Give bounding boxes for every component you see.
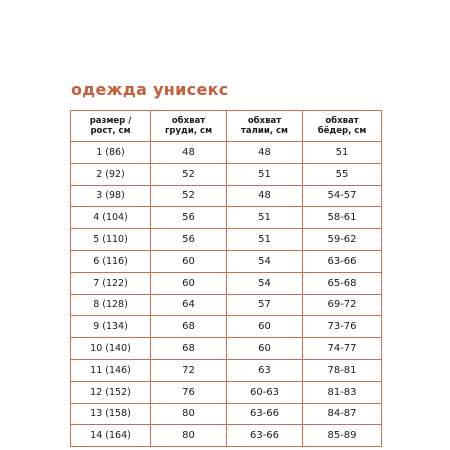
cell-size-height: 12 (152): [71, 381, 151, 403]
header-chest: [151, 111, 227, 142]
header-line: обхват: [171, 116, 206, 126]
cell-waist: 63: [227, 359, 303, 381]
header-line: талии, см: [241, 126, 288, 136]
table-body: [71, 142, 382, 447]
cell-size-height: 13 (158): [71, 403, 151, 425]
table-row: [71, 359, 382, 381]
cell-waist: 51: [227, 229, 303, 251]
table-row: [71, 272, 382, 294]
table-row: [71, 294, 382, 316]
table-row: [71, 338, 382, 360]
table-row: [71, 250, 382, 272]
cell-hips: 84-87: [303, 403, 382, 425]
cell-waist: 60: [227, 316, 303, 338]
cell-size-height: 9 (134): [71, 316, 151, 338]
cell-waist: 63-66: [227, 425, 303, 447]
header-hips: [303, 111, 382, 142]
cell-waist: 57: [227, 294, 303, 316]
header-waist: [227, 111, 303, 142]
header-size-height: [71, 111, 151, 142]
header-line: бёдер, см: [317, 126, 367, 136]
cell-chest: 56: [151, 229, 227, 251]
page-title: одежда унисекс: [71, 80, 229, 99]
header-line: груди, см: [164, 126, 213, 136]
cell-chest: 56: [151, 207, 227, 229]
cell-hips: 55: [303, 163, 382, 185]
cell-waist: 54: [227, 250, 303, 272]
cell-chest: 64: [151, 294, 227, 316]
cell-hips: 65-68: [303, 272, 382, 294]
cell-size-height: 4 (104): [71, 207, 151, 229]
table-row: [71, 142, 382, 164]
header-line: обхват: [325, 116, 359, 126]
cell-chest: 48: [151, 142, 227, 164]
table-row: [71, 163, 382, 185]
cell-hips: 81-83: [303, 381, 382, 403]
cell-hips: 74-77: [303, 338, 382, 360]
cell-hips: 73-76: [303, 316, 382, 338]
cell-chest: 72: [151, 359, 227, 381]
cell-chest: 60: [151, 250, 227, 272]
cell-waist: 51: [227, 207, 303, 229]
cell-hips: 69-72: [303, 294, 382, 316]
cell-size-height: 8 (128): [71, 294, 151, 316]
cell-waist: 60: [227, 338, 303, 360]
header-line: обхват: [247, 116, 282, 126]
header-line: рост, см: [90, 126, 131, 136]
cell-waist: 54: [227, 272, 303, 294]
cell-hips: 54-57: [303, 185, 382, 207]
cell-chest: 60: [151, 272, 227, 294]
cell-waist: 60-63: [227, 381, 303, 403]
table-row: [71, 185, 382, 207]
cell-size-height: 6 (116): [71, 250, 151, 272]
cell-chest: 52: [151, 185, 227, 207]
cell-chest: 80: [151, 425, 227, 447]
cell-size-height: 11 (146): [71, 359, 151, 381]
table-row: [71, 316, 382, 338]
cell-waist: 63-66: [227, 403, 303, 425]
cell-size-height: 5 (110): [71, 229, 151, 251]
size-chart-table: [70, 110, 382, 447]
cell-chest: 80: [151, 403, 227, 425]
table-header-row: [71, 111, 382, 142]
cell-waist: 48: [227, 185, 303, 207]
cell-size-height: 10 (140): [71, 338, 151, 360]
table-row: [71, 381, 382, 403]
cell-size-height: 2 (92): [71, 163, 151, 185]
cell-size-height: 14 (164): [71, 425, 151, 447]
cell-size-height: 7 (122): [71, 272, 151, 294]
table-row: [71, 425, 382, 447]
header-line: размер /: [89, 116, 132, 126]
cell-hips: 51: [303, 142, 382, 164]
table-row: [71, 403, 382, 425]
cell-chest: 76: [151, 381, 227, 403]
cell-size-height: 1 (86): [71, 142, 151, 164]
cell-hips: 85-89: [303, 425, 382, 447]
cell-waist: 48: [227, 142, 303, 164]
cell-hips: 58-61: [303, 207, 382, 229]
cell-size-height: 3 (98): [71, 185, 151, 207]
table-row: [71, 229, 382, 251]
cell-chest: 68: [151, 316, 227, 338]
cell-chest: 68: [151, 338, 227, 360]
cell-hips: 63-66: [303, 250, 382, 272]
cell-hips: 78-81: [303, 359, 382, 381]
cell-chest: 52: [151, 163, 227, 185]
table-row: [71, 207, 382, 229]
cell-waist: 51: [227, 163, 303, 185]
cell-hips: 59-62: [303, 229, 382, 251]
